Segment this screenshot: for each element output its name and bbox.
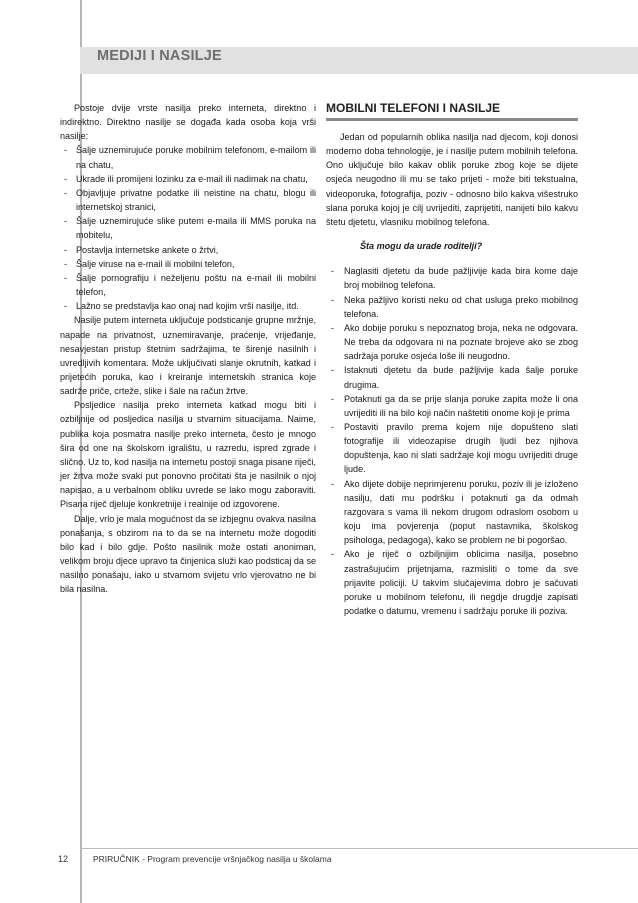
parents-advice-list xyxy=(326,264,578,618)
list-item: - Ako dijete dobije neprimjerenu poruku, poziv ili je izloženo nasilju, dati mu podršku i potaknuti ga da odmah razgovara s vama ili nekom drugom odraslom osobom u koju ima povjerenja (poput nastavnika, školskog psihologa, pedagoga), kako se problem ne bi pogoršao. xyxy=(326,477,578,548)
body-paragraph: Dalje, vrlo je mala mogućnost da se izbjegnu ovakva nasilna ponašanja, s obzirom na to da se na internetu može dogoditi bilo kad i bilo gdje. Pošto nasilnik može ostati anoniman, velikom broju djece upravo ta činjenica služi kao podsticaj da se nasilno ponašaju, iako u stvarnom svijetu vrlo vjerovatno ne bi bila nasilna. xyxy=(60,513,316,595)
footer-rule xyxy=(80,848,638,849)
list-item: - Šalje pornografiju i neželjenu poštu na e-mail ili mobilni telefon, xyxy=(60,271,316,299)
list-item: - Šalje viruse na e-mail ili mobilni telefon, xyxy=(60,257,316,271)
intro-paragraph: Postoje dvije vrste nasilja preko interneta, direktno i indirektno. Direktno nasilje se događa kada osoba koja vrši nasilje: xyxy=(60,103,316,142)
right-column xyxy=(326,101,578,618)
list-item: - Ukrade ili promijeni lozinku za e-mail ili nadimak na chatu, xyxy=(60,172,316,186)
left-column xyxy=(60,101,316,596)
list-item: - Šalje uznemirujuće poruke mobilnim telefonom, e-mailom ili na chatu, xyxy=(60,143,316,171)
list-item: - Potaknuti ga da se prije slanja poruke zapita može li ona uvrijediti ili na bilo koji način naštetiti onome koji je prima xyxy=(326,392,578,420)
body-paragraph: Nasilje putem interneta uključuje podsticanje grupne mržnje, napade na privatnost, uznemiravanje, praćenje, vrijeđanje, nesavjestan pristup štetnim sadržajima, te širenje nasilnih i uvredljivih komentara. Može uključivati slanje okrutnih, katkad i prijetećih poruka, kao i kreiranje internetskih stranica koje sadrže priče, crteže, slike i šale na račun žrtve. xyxy=(60,315,316,397)
list-item: - Ako dobije poruku s nepoznatog broja, neka ne odgovara. Ne treba da odgovara ni na poznate brojeve ako se zbog sadržaja poruke osjeća loše ili neugodno. xyxy=(326,321,578,363)
list-item: - Postaviti pravilo prema kojem nije dopušteno slati fotografije ili videozapise drugih ljudi bez njihova dopuštenja, kao ni slati sadržaje koji mogu uvrijediti druge ljude. xyxy=(326,420,578,477)
list-item: - Lažno se predstavlja kao onaj nad kojim vrši nasilje, itd. xyxy=(60,299,316,313)
direct-violence-list xyxy=(60,143,316,313)
list-item: - Postavlja internetske ankete o žrtvi, xyxy=(60,243,316,257)
body-paragraph: Posljedice nasilja preko interneta katkad mogu biti i ozbiljnije od posljedica nasilja u stvarnim situacijama. Naime, publika koja posmatra nasilje preko interneta, često je mnogo šira od one na školskom igralištu, u razredu, ispred zgrade i slično. Uz to, kod nasilja na internetu postoji snaga pisane riječi, jer žrtva može svaki put ponovno pročitati šta je nasilnik o njoj napisao, a u verbalnom obliku uvrede se lako mogu zaboraviti. Pisana riječ djeluje konkretnije i realnije od izgovorene. xyxy=(60,400,316,510)
list-item: - Istaknuti djetetu da bude pažljivije kada šalje poruke drugima. xyxy=(326,363,578,391)
list-item: - Naglasiti djetetu da bude pažljivije kada bira kome daje broj mobilnog telefona. xyxy=(326,264,578,292)
page-number: 12 xyxy=(58,854,69,864)
list-item: - Ako je riječ o ozbiljnijim oblicima nasilja, posebno zastrašujućim prijetnjama, razmisliti o tome da sve prijavite policiji. U takvim slučajevima dobro je sačuvati poruke u mobilnom telefonu, ili negdje drugdje zapisati podatke o datumu, vremenu i sadržaju poruke ili poziva. xyxy=(326,547,578,618)
footer-text: PRIRUČNIK - Program prevencije vršnjačkog nasilja u školama xyxy=(93,854,332,864)
page-title: MEDIJI I NASILJE xyxy=(97,48,222,64)
list-item: - Objavljuje privatne podatke ili neistine na chatu, blogu ili internetskoj stranici, xyxy=(60,186,316,214)
list-item: - Šalje uznemirujuće slike putem e-maila ili MMS poruka na mobitelu, xyxy=(60,214,316,242)
list-item: - Neka pažljivo koristi neku od chat usluga preko mobilnog telefona. xyxy=(326,293,578,321)
section-title: MOBILNI TELEFONI I NASILJE xyxy=(326,101,578,121)
sub-heading: Šta mogu da urade roditelji? xyxy=(360,241,483,252)
body-paragraph: Jedan od popularnih oblika nasilja nad djecom, koji donosi moderno doba tehnologije, je i nasilje putem mobilnih telefona. Ono uključuje bilo kakav oblik poruke zbog koje se dijete osjeća neugodno ili mu se tako prijeti - može biti tekstualna, videoporuka, fotografija, poziv - odnosno bilo kakva višestruko slana poruka kojoj je cilj uvrijediti, zaprijetiti, nanijeti bilo kakvu štetu djetetu, vlasniku mobilnog telefona. xyxy=(326,132,578,227)
